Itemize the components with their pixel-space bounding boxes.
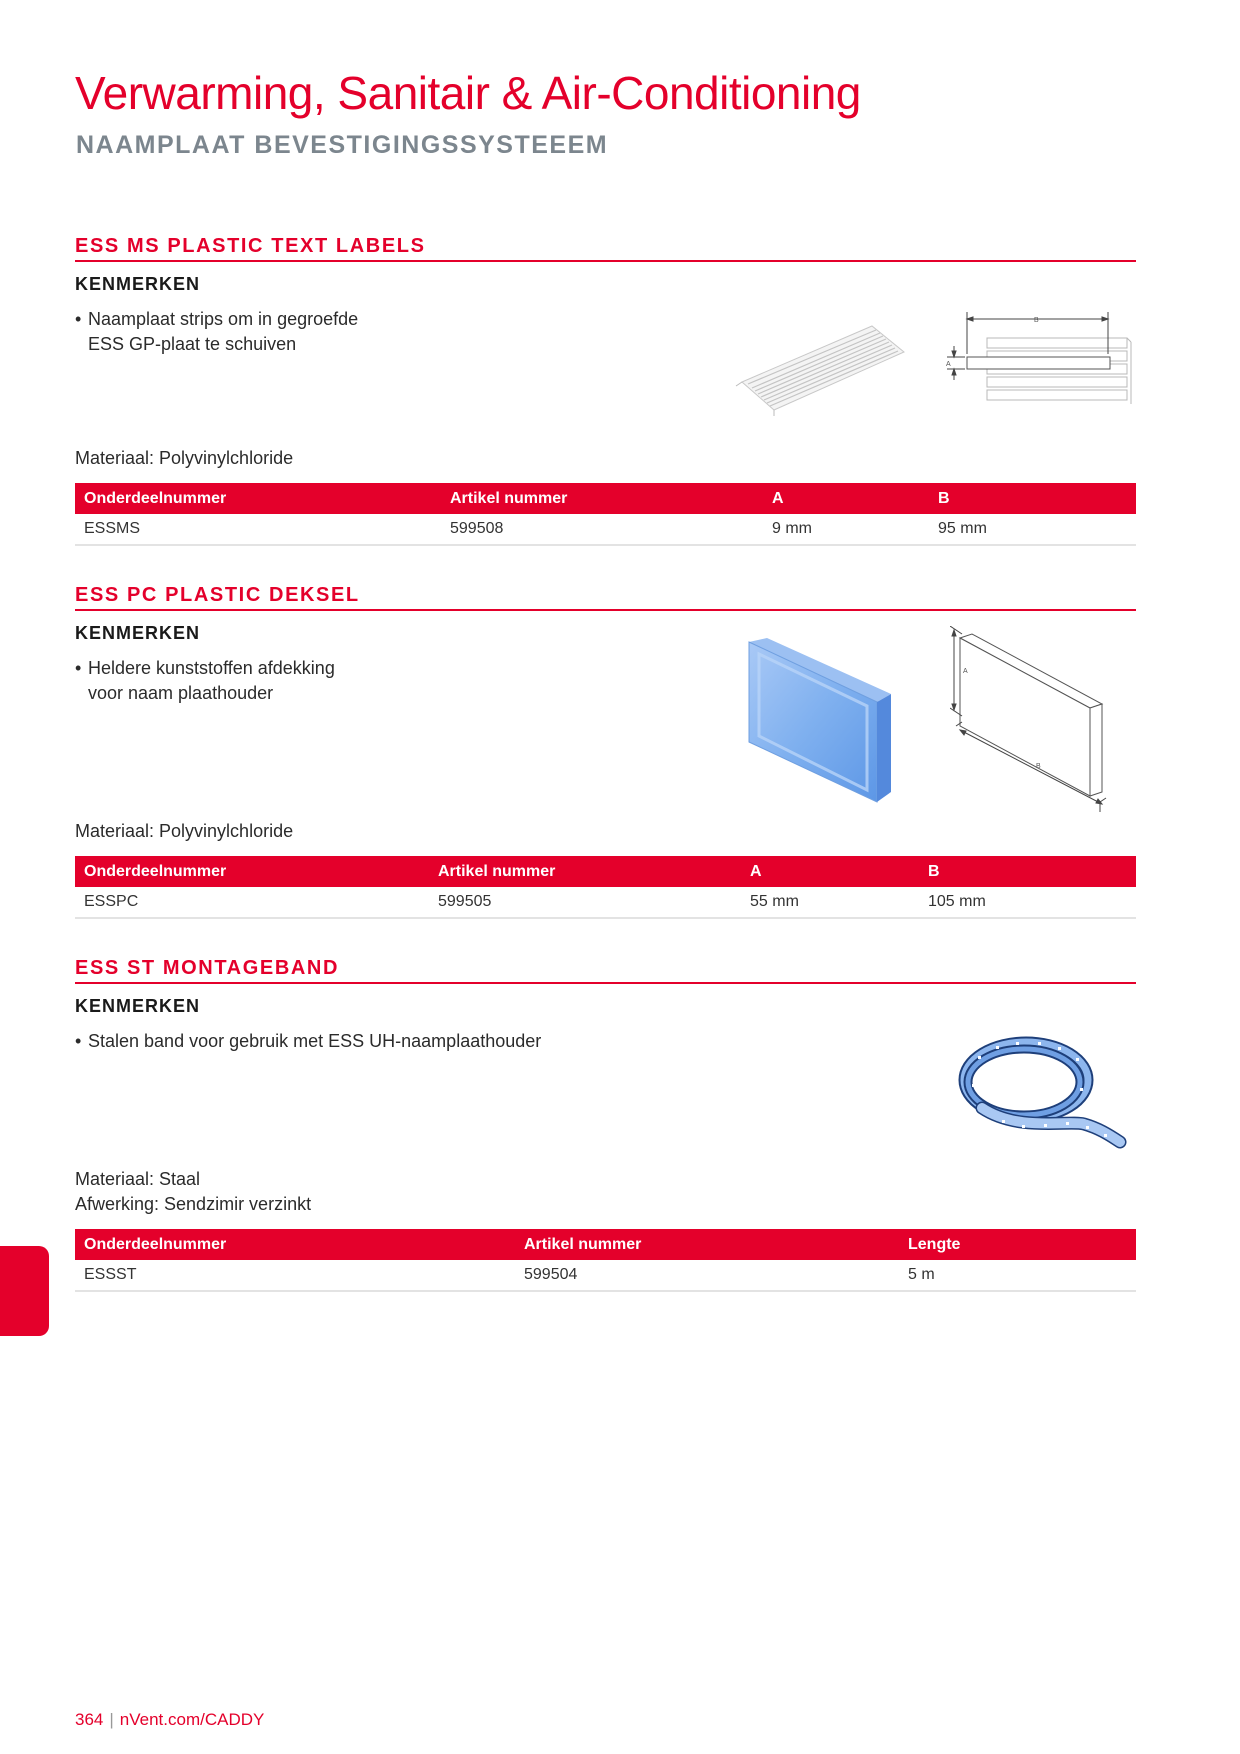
page-subtitle: NAAMPLAAT BEVESTIGINGSSYSTEEEM xyxy=(76,131,609,159)
dimension-diagram-text-labels xyxy=(945,310,1135,415)
page-footer xyxy=(75,1710,264,1730)
feature-line: ESS GP-plaat te schuiven xyxy=(88,334,297,354)
material-text: Materiaal: Polyvinylchloride xyxy=(75,821,294,841)
article-number: 599505 xyxy=(429,887,741,918)
feature-line: Naamplaat strips om in gegroefde xyxy=(88,309,359,329)
col-header: A xyxy=(741,856,919,887)
col-header: B xyxy=(919,856,1136,887)
feature-line: Heldere kunststoffen afdekking xyxy=(88,658,335,678)
col-header: Artikel nummer xyxy=(429,856,741,887)
section-title: ESS MS PLASTIC TEXT LABELS xyxy=(75,235,426,257)
dimension-a: 9 mm xyxy=(763,514,929,545)
length: 5 m xyxy=(899,1260,1136,1291)
table-header-row xyxy=(75,1229,1136,1260)
footer-separator: | xyxy=(109,1710,114,1729)
dim-label-a: A xyxy=(946,361,951,368)
bullet-dot: • xyxy=(75,658,82,678)
col-header: Onderdeelnummer xyxy=(75,1229,515,1260)
table-row xyxy=(75,1260,1136,1291)
col-header: B xyxy=(929,483,1136,514)
bullet-dot: • xyxy=(75,1031,82,1051)
bullet-dot: • xyxy=(75,309,82,329)
feature-line: voor naam plaathouder xyxy=(88,683,274,703)
product-image-plastic-cover xyxy=(745,636,895,806)
dimension-diagram-plastic-cover xyxy=(950,626,1110,816)
features-heading: KENMERKEN xyxy=(75,996,201,1016)
article-number: 599508 xyxy=(441,514,763,545)
dimension-b: 105 mm xyxy=(919,887,1136,918)
product-image-text-labels xyxy=(728,318,908,418)
col-header: Lengte xyxy=(899,1229,1136,1260)
table-header-row xyxy=(75,483,1136,514)
section-rule xyxy=(75,260,1136,262)
spec-table xyxy=(75,856,1136,919)
product-image-mounting-band xyxy=(958,1028,1128,1158)
features-heading: KENMERKEN xyxy=(75,623,201,643)
section-title: ESS ST MONTAGEBAND xyxy=(75,957,339,979)
section-rule xyxy=(75,982,1136,984)
dim-label-b: B xyxy=(1036,763,1041,770)
section-rule xyxy=(75,609,1136,611)
spec-table xyxy=(75,1229,1136,1292)
material-text: Materiaal: Staal xyxy=(75,1169,201,1189)
dim-label-a: A xyxy=(963,668,968,675)
section-title: ESS PC PLASTIC DEKSEL xyxy=(75,584,360,606)
section-side-tab xyxy=(0,1246,49,1336)
table-header-row xyxy=(75,856,1136,887)
table-row xyxy=(75,514,1136,545)
part-number: ESSST xyxy=(75,1260,515,1291)
dim-label-b: B xyxy=(1034,317,1039,324)
part-number: ESSMS xyxy=(75,514,441,545)
col-header: Onderdeelnummer xyxy=(75,856,429,887)
dimension-a: 55 mm xyxy=(741,887,919,918)
article-number: 599504 xyxy=(515,1260,899,1291)
spec-table xyxy=(75,483,1136,546)
features-heading: KENMERKEN xyxy=(75,274,201,294)
col-header: Artikel nummer xyxy=(515,1229,899,1260)
col-header: A xyxy=(763,483,929,514)
col-header: Onderdeelnummer xyxy=(75,483,441,514)
table-row xyxy=(75,887,1136,918)
part-number: ESSPC xyxy=(75,887,429,918)
dimension-b: 95 mm xyxy=(929,514,1136,545)
material-text: Materiaal: Polyvinylchloride xyxy=(75,448,294,468)
feature-line: Stalen band voor gebruik met ESS UH-naamplaathouder xyxy=(88,1031,542,1051)
footer-link[interactable]: nVent.com/CADDY xyxy=(119,1710,265,1729)
page-title: Verwarming, Sanitair & Air-Conditioning xyxy=(75,67,861,119)
finish-text: Afwerking: Sendzimir verzinkt xyxy=(75,1194,312,1214)
page-number: 364 xyxy=(75,1710,104,1729)
col-header: Artikel nummer xyxy=(441,483,763,514)
